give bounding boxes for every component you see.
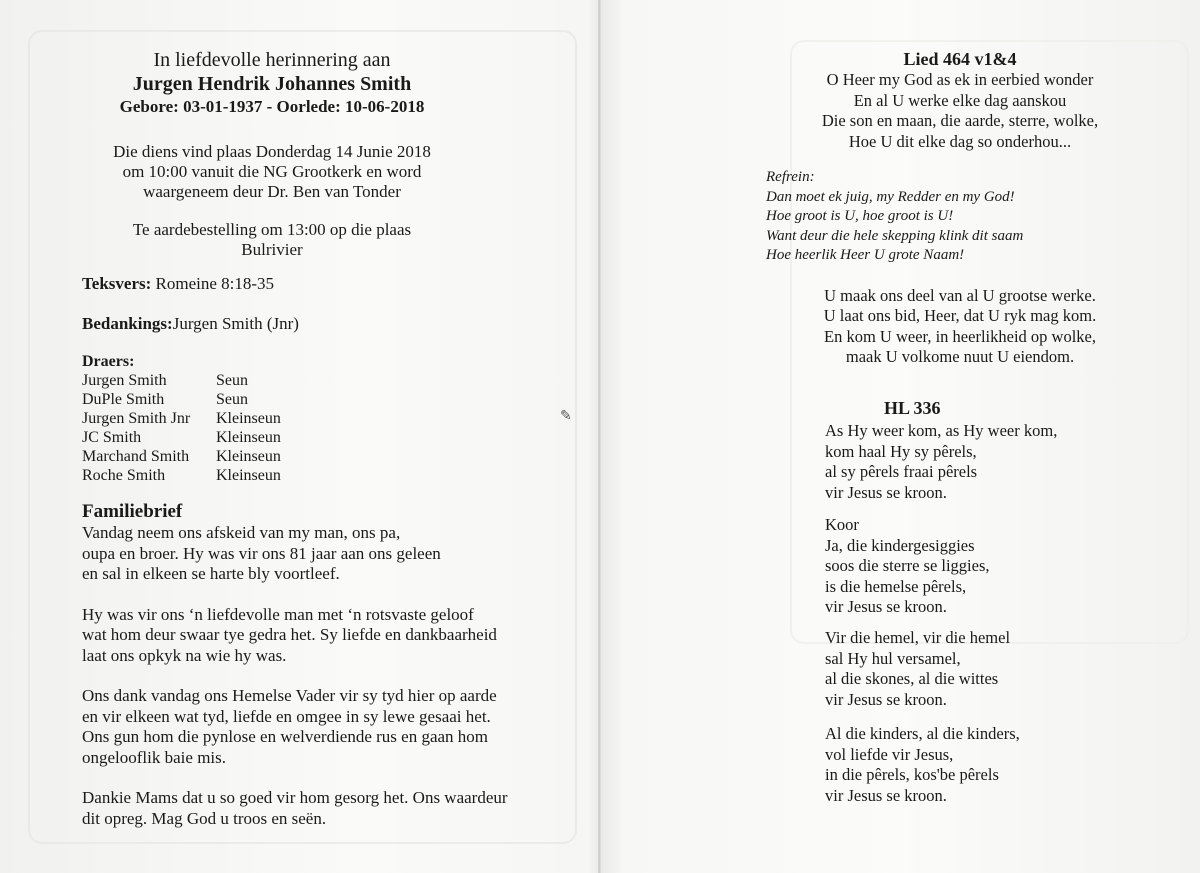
hl-verse-1 bbox=[825, 421, 1085, 503]
familiebrief-paragraph bbox=[82, 788, 582, 829]
hl-verse-3 bbox=[825, 724, 1085, 806]
burial-line: Bulrivier bbox=[241, 240, 303, 259]
text-line: Hy was vir ons ‘n liefdevolle man met ‘n rotsvaste geloof bbox=[82, 604, 474, 624]
pallbearer-name: Jurgen Smith Jnr bbox=[82, 410, 191, 427]
verse-line: al die skones, al die wittes bbox=[825, 669, 999, 688]
pallbearer-name: DuPle Smith bbox=[82, 391, 165, 408]
pallbearer-name: Roche Smith bbox=[82, 467, 166, 484]
refrain-block bbox=[766, 168, 1160, 266]
text-line: Ons dank vandag ons Hemelse Vader vir sy tyd hier op aarde bbox=[82, 686, 497, 705]
verse-line: As Hy weer kom, as Hy weer kom, bbox=[825, 421, 1058, 440]
verse-line: Al die kinders, al die kinders, bbox=[825, 724, 1020, 743]
pallbearer-role: Seun bbox=[216, 372, 248, 389]
verse-line: is die hemelse pêrels, bbox=[825, 576, 967, 596]
table-row bbox=[82, 428, 281, 447]
hl-koor bbox=[825, 515, 1085, 618]
bedankings-value: Jurgen Smith (Jnr) bbox=[172, 313, 299, 333]
burial-details bbox=[102, 220, 442, 260]
familiebrief-title: Familiebrief bbox=[82, 501, 183, 522]
text-line: en vir elkeen wat tyd, liefde en omgee in sy lewe gesaai het. bbox=[82, 706, 491, 726]
verse-line: vir Jesus se kroon. bbox=[825, 785, 947, 805]
familiebrief-paragraph bbox=[82, 686, 582, 768]
service-line: waargeneem deur Dr. Ben van Tonder bbox=[143, 182, 401, 201]
pallbearer-name: JC Smith bbox=[82, 429, 142, 446]
verse-line: U maak ons deel van al U grootse werke. bbox=[824, 285, 1096, 305]
ink-mark: ✎ bbox=[560, 409, 572, 424]
lied-verse-1 bbox=[760, 70, 1160, 152]
verse-line: Vir die hemel, vir die hemel bbox=[825, 628, 1011, 647]
pallbearer-role: Kleinseun bbox=[216, 448, 281, 465]
text-line: Vandag neem ons afskeid van my man, ons pa, bbox=[82, 523, 401, 542]
verse-line: Die son en maan, die aarde, sterre, wolke, bbox=[821, 111, 1099, 130]
hl-title: HL 336 bbox=[884, 398, 941, 418]
pallbearers-table bbox=[82, 371, 281, 485]
verse-line: al sy pêrels fraai pêrels bbox=[825, 462, 978, 481]
teksvers-label: Teksvers: bbox=[82, 274, 152, 293]
refrain-line: Dan moet ek juig, my Redder en my God! bbox=[766, 188, 1015, 205]
lied-verse-4 bbox=[760, 286, 1160, 368]
bedankings-label: Bedankings: bbox=[82, 313, 173, 333]
table-row bbox=[82, 390, 281, 409]
left-page bbox=[82, 40, 582, 829]
familiebrief-paragraph bbox=[82, 605, 582, 667]
refrain-label: Refrein: bbox=[766, 169, 815, 185]
verse-line: soos die sterre se liggies, bbox=[825, 556, 990, 575]
draers-title: Draers: bbox=[82, 353, 135, 370]
service-line: om 10:00 vanuit die NG Grootkerk en word bbox=[122, 162, 422, 181]
teksvers-line bbox=[82, 274, 582, 295]
verse-line: Hoe U dit elke dag so onderhou... bbox=[848, 131, 1072, 151]
bedankings-line bbox=[82, 314, 582, 335]
refrain-line: Hoe heerlik Heer U grote Naam! bbox=[766, 247, 965, 263]
verse-line: O Heer my God as ek in eerbied wonder bbox=[826, 70, 1094, 89]
refrain-line: Hoe groot is U, hoe groot is U! bbox=[766, 208, 954, 224]
lied-title: Lied 464 v1&4 bbox=[903, 49, 1017, 69]
verse-line: Ja, die kindergesiggies bbox=[825, 535, 975, 555]
service-details bbox=[102, 142, 442, 202]
teksvers-value: Romeine 8:18-35 bbox=[151, 274, 275, 293]
pallbearer-name: Marchand Smith bbox=[82, 448, 190, 465]
verse-line: sal Hy hul versamel, bbox=[825, 648, 961, 668]
verse-line: vir Jesus se kroon. bbox=[825, 597, 947, 616]
verse-line: U laat ons bid, Heer, dat U ryk mag kom. bbox=[823, 306, 1097, 325]
right-page bbox=[760, 40, 1160, 368]
verse-line: vir Jesus se kroon. bbox=[825, 482, 947, 502]
hl-verse-2 bbox=[825, 628, 1085, 710]
table-row bbox=[82, 371, 281, 390]
pallbearer-role: Seun bbox=[216, 391, 248, 408]
burial-line: Te aardebestelling om 13:00 op die plaas bbox=[132, 220, 412, 239]
verse-line: in die pêrels, kos'be pêrels bbox=[825, 765, 999, 784]
pallbearer-role: Kleinseun bbox=[216, 429, 281, 446]
table-row bbox=[82, 409, 281, 428]
verse-line: maak U volkome nuut U eiendom. bbox=[845, 347, 1075, 366]
table-row bbox=[82, 447, 281, 466]
pallbearer-role: Kleinseun bbox=[216, 410, 281, 427]
life-dates: Gebore: 03-01-1937 - Oorlede: 10-06-2018 bbox=[119, 97, 425, 116]
verse-line: kom haal Hy sy pêrels, bbox=[825, 441, 977, 461]
verse-line: vir Jesus se kroon. bbox=[825, 689, 947, 709]
refrain-line: Want deur die hele skepping klink dit saam bbox=[766, 227, 1024, 244]
pallbearer-name: Jurgen Smith bbox=[82, 372, 167, 389]
verse-line: En kom U weer, in heerlikheid op wolke, bbox=[824, 326, 1096, 346]
pallbearer-role: Kleinseun bbox=[216, 467, 281, 484]
koor-label: Koor bbox=[825, 515, 859, 534]
text-line: dit opreg. Mag God u troos en seën. bbox=[82, 808, 327, 828]
table-row bbox=[82, 466, 281, 485]
memorial-heading: In liefdevolle herinnering aan bbox=[153, 49, 391, 71]
text-line: laat ons opkyk na wie hy was. bbox=[82, 645, 287, 665]
text-line: Dankie Mams dat u so goed vir hom gesorg het. Ons waardeur bbox=[82, 788, 508, 807]
center-fold bbox=[598, 0, 601, 873]
verse-line: vol liefde vir Jesus, bbox=[825, 744, 954, 764]
familiebrief-paragraph bbox=[82, 523, 582, 585]
deceased-name: Jurgen Hendrik Johannes Smith bbox=[132, 73, 412, 95]
text-line: oupa en broer. Hy was vir ons 81 jaar aan ons geleen bbox=[82, 543, 441, 563]
verse-line: En al U werke elke dag aanskou bbox=[853, 90, 1067, 110]
text-line: en sal in elkeen se harte bly voortleef. bbox=[82, 564, 340, 583]
text-line: Ons gun hom die pynlose en welverdiende rus en gaan hom bbox=[82, 727, 489, 746]
service-line: Die diens vind plaas Donderdag 14 Junie 2018 bbox=[113, 142, 431, 161]
text-line: wat hom deur swaar tye gedra het. Sy liefde en dankbaarheid bbox=[82, 625, 497, 644]
text-line: ongelooflik baie mis. bbox=[82, 747, 227, 767]
